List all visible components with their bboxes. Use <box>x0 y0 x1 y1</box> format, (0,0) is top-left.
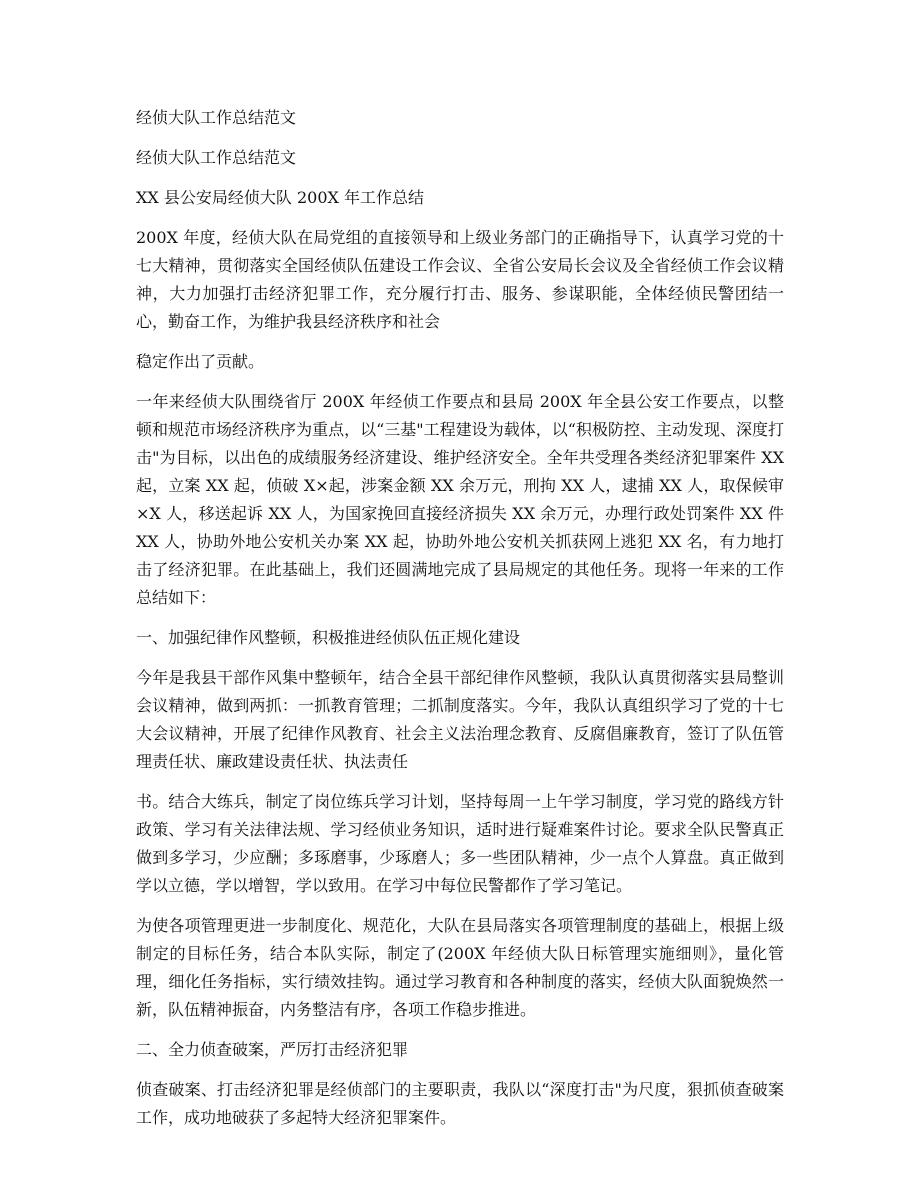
section-heading-1: 一、加强纪律作风整顿，积极推进经侦队伍正规化建设 <box>136 628 521 647</box>
document-title-repeat: 经侦大队工作总结范文 <box>136 148 297 167</box>
document-page <box>136 104 784 1144</box>
document-title: 经侦大队工作总结范文 <box>136 108 297 127</box>
section-heading-2: 二、全力侦查破案，严厉打击经济犯罪 <box>136 1040 409 1059</box>
paragraph-discipline: 今年是我县干部作风集中整顿年，结合全县干部纪律作风整顿，我队认真贯彻落实县局整训会议精神，做到两抓：一抓教育管理；二抓制度落实。今年，我队认真组织学习了党的十七大会议精神，开展了纪律作风教育、社会主义法治理念教育、反腐倡廉教育，签订了队伍管理责任状、廉政建设责任状、执法责任 <box>136 668 784 771</box>
paragraph-training: 书。结合大练兵，制定了岗位练兵学习计划，坚持每周一上午学习制度，学习党的路线方针政策、学习有关法律法规、学习经侦业务知识，适时进行疑难案件讨论。要求全队民警真正做到多学习，少应酬；多琢磨事，少琢磨人；多一些团队精神，少一点个人算盘。真正做到学以立德，学以增智，学以致用。在学习中每位民警都作了学习笔记。 <box>136 792 784 895</box>
paragraph-management: 为使各项管理更进一步制度化、规范化，大队在县局落实各项管理制度的基础上，根据上级制定的目标任务，结合本队实际，制定了(200X 年经侦大队日标管理实施细则》，量化管理，细化任务指标，实行绩效挂钩。通过学习教育和各种制度的落实，经侦大队面貌焕然一新，队伍精神振奋，内务整洁有序，各项工作稳步推进。 <box>136 916 784 1019</box>
paragraph-overview: 一年来经侦大队围绕省厅 200X 年经侦工作要点和县局 200X 年全县公安工作要点，以整顿和规范市场经济秩序为重点，以“三基"工程建设为载体，以“积极防控、主动发现、深度打击"为目标，以出色的成绩服务经济建设、维护经济安全。全年共受理各类经济犯罪案件 XX 起，立案 XX 起，侦破 X×起，涉案金额 XX 余万元，刑拘 XX 人，逮捕 XX 人，取保候审×X 人，移送起诉 XX 人，为国家挽回直接经济损失 XX 余万元，办理行政处罚案件 XX 件 XX 人，协助外地公安机关办案 XX 起，协助外地公安机关抓获网上逃犯 XX 名，有力地打击了经济犯罪。在此基础上，我们还圆满地完成了县局规定的其他任务。现将一年来的工作总结如下： <box>136 392 784 607</box>
paragraph-intro-end: 稳定作出了贡献。 <box>136 352 265 371</box>
paragraph-investigation: 侦查破案、打击经济犯罪是经侦部门的主要职责，我队以“深度打击"为尺度，狠抓侦查破案工作，成功地破获了多起特大经济犯罪案件。 <box>136 1080 784 1127</box>
document-subtitle: XX 县公安局经侦大队 200X 年工作总结 <box>136 188 424 207</box>
paragraph-intro: 200X 年度，经侦大队在局党组的直接领导和上级业务部门的正确指导下，认真学习党的十七大精神，贯彻落实全国经侦队伍建设工作会议、全省公安局长会议及全省经侦工作会议精神，大力加强打击经济犯罪工作，充分履行打击、服务、参谋职能，全体经侦民警团结一心，勤奋工作，为维护我县经济秩序和社会 <box>136 228 784 331</box>
